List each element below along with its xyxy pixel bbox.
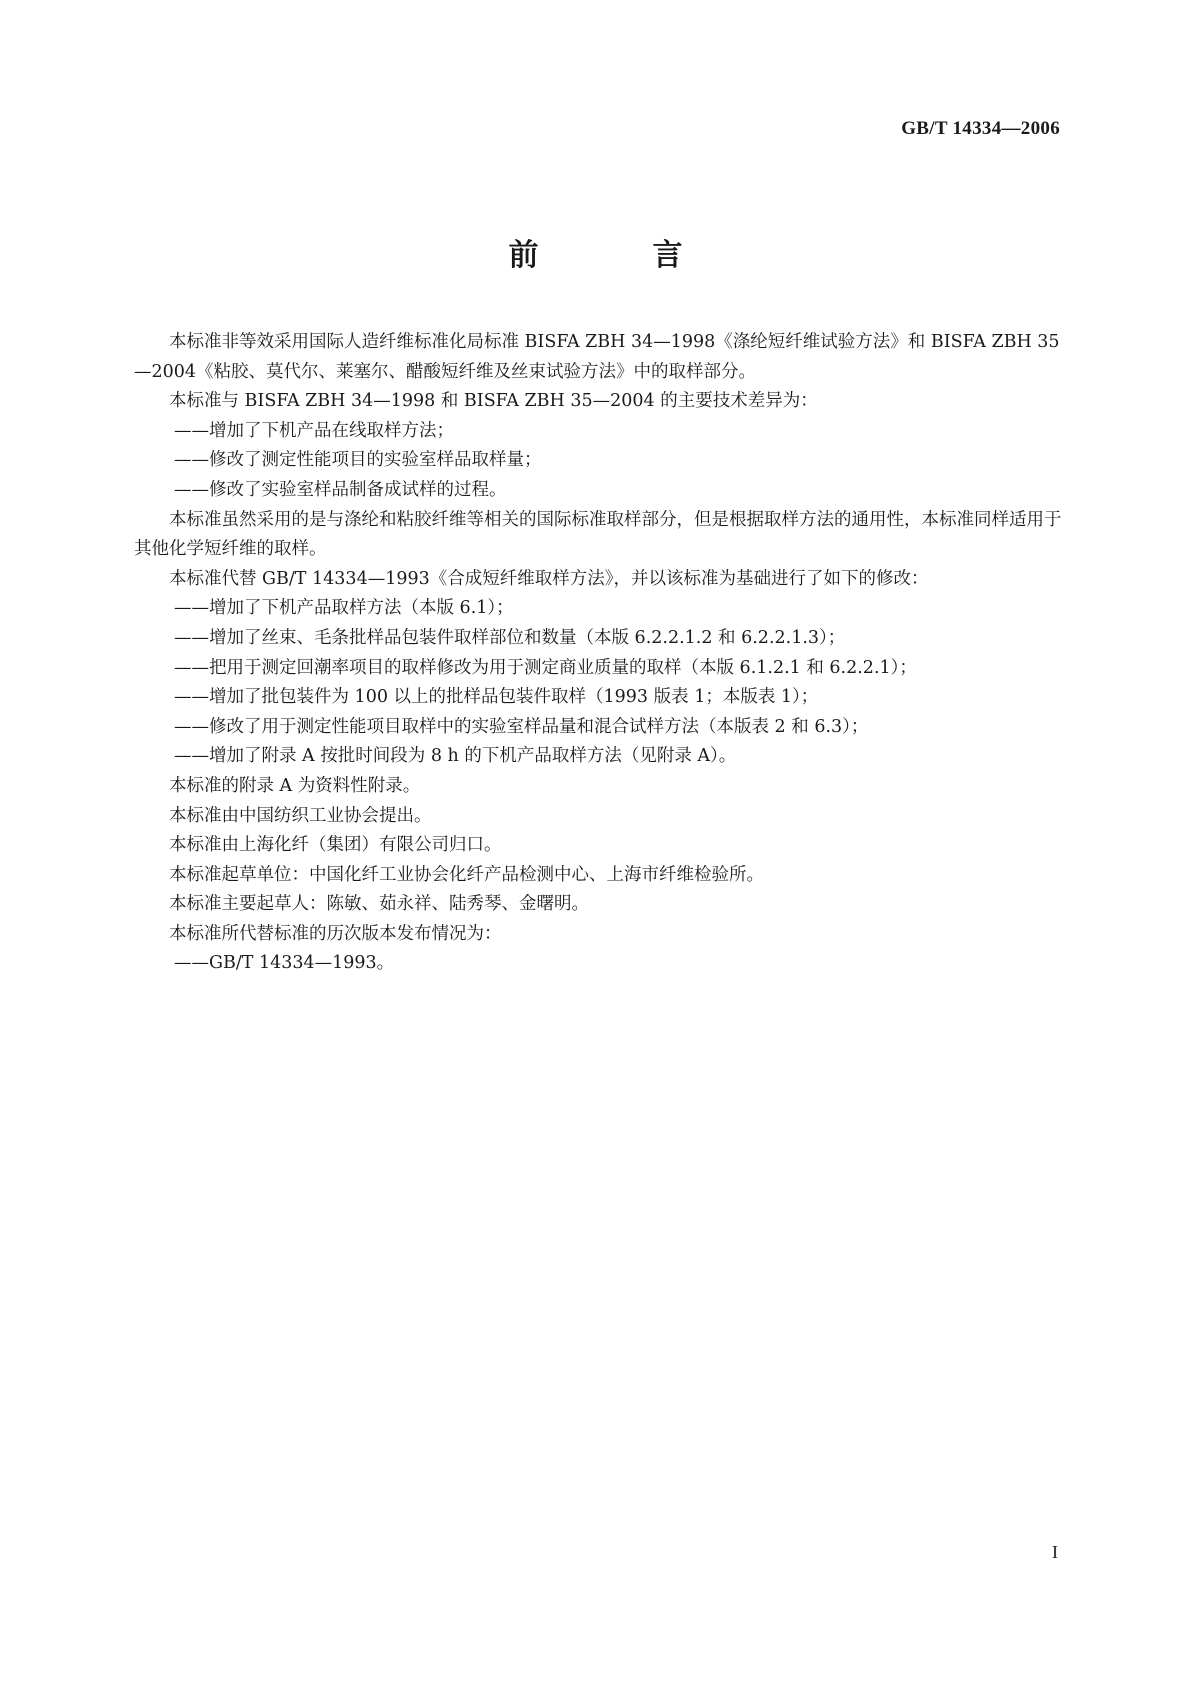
list-item: ——增加了下机产品在线取样方法； <box>174 420 454 441</box>
paragraph: 本标准的附录 A 为资料性附录。 <box>169 775 421 796</box>
list-item: ——增加了批包装件为 100 以上的批样品包装件取样（1993 版表 1；本版表 1）； <box>174 687 819 708</box>
page-title: 前 言 <box>508 238 725 273</box>
standard-code: GB/T 14334—2006 <box>901 118 1060 139</box>
foreword-body <box>134 328 1062 979</box>
paragraph: 本标准由中国纺织工业协会提出。 <box>169 805 432 826</box>
list-item: ——修改了实验室样品制备成试样的过程。 <box>174 479 507 500</box>
paragraph: 本标准由上海化纤（集团）有限公司归口。 <box>169 835 502 856</box>
list-item: ——修改了测定性能项目的实验室样品取样量； <box>174 450 542 471</box>
paragraph: 本标准虽然采用的是与涤纶和粘胶纤维等相关的国际标准取样部分，但是根据取样方法的通用性，本标准同样适用于其他化学短纤维的取样。 <box>134 509 1062 560</box>
list-item: ——修改了用于测定性能项目取样中的实验室样品量和混合试样方法（本版表 2 和 6.3）； <box>174 716 869 737</box>
paragraph: 本标准所代替标准的历次版本发布情况为： <box>169 923 502 944</box>
paragraph: 本标准主要起草人：陈敏、茹永祥、陆秀琴、金曙明。 <box>169 894 589 915</box>
paragraph: 本标准与 BISFA ZBH 34—1998 和 BISFA ZBH 35—2004 的主要技术差异为： <box>169 391 818 412</box>
list-item: ——把用于测定回潮率项目的取样修改为用于测定商业质量的取样（本版 6.1.2.1 和 6.2.2.1）； <box>174 657 917 678</box>
paragraph: 本标准起草单位：中国化纤工业协会化纤产品检测中心、上海市纤维检验所。 <box>169 864 764 885</box>
paragraph: 本标准代替 GB/T 14334—1993《合成短纤维取样方法》，并以该标准为基础进行了如下的修改： <box>169 568 929 589</box>
page-number: I <box>1052 1542 1058 1562</box>
list-item: ——增加了丝束、毛条批样品包装件取样部位和数量（本版 6.2.2.1.2 和 6.2.2.1.3）； <box>174 627 846 648</box>
list-item: ——GB/T 14334—1993。 <box>174 953 395 974</box>
paragraph: 本标准非等效采用国际人造纤维标准化局标准 BISFA ZBH 34—1998《涤纶短纤维试验方法》和 BISFA ZBH 35—2004《粘胶、莫代尔、莱塞尔、醋酸短纤维及丝束试验方法》中的取样部分。 <box>134 332 1060 382</box>
list-item: ——增加了下机产品取样方法（本版 6.1）； <box>174 598 514 619</box>
list-item: ——增加了附录 A 按批时间段为 8 h 的下机产品取样方法（见附录 A）。 <box>174 746 737 767</box>
